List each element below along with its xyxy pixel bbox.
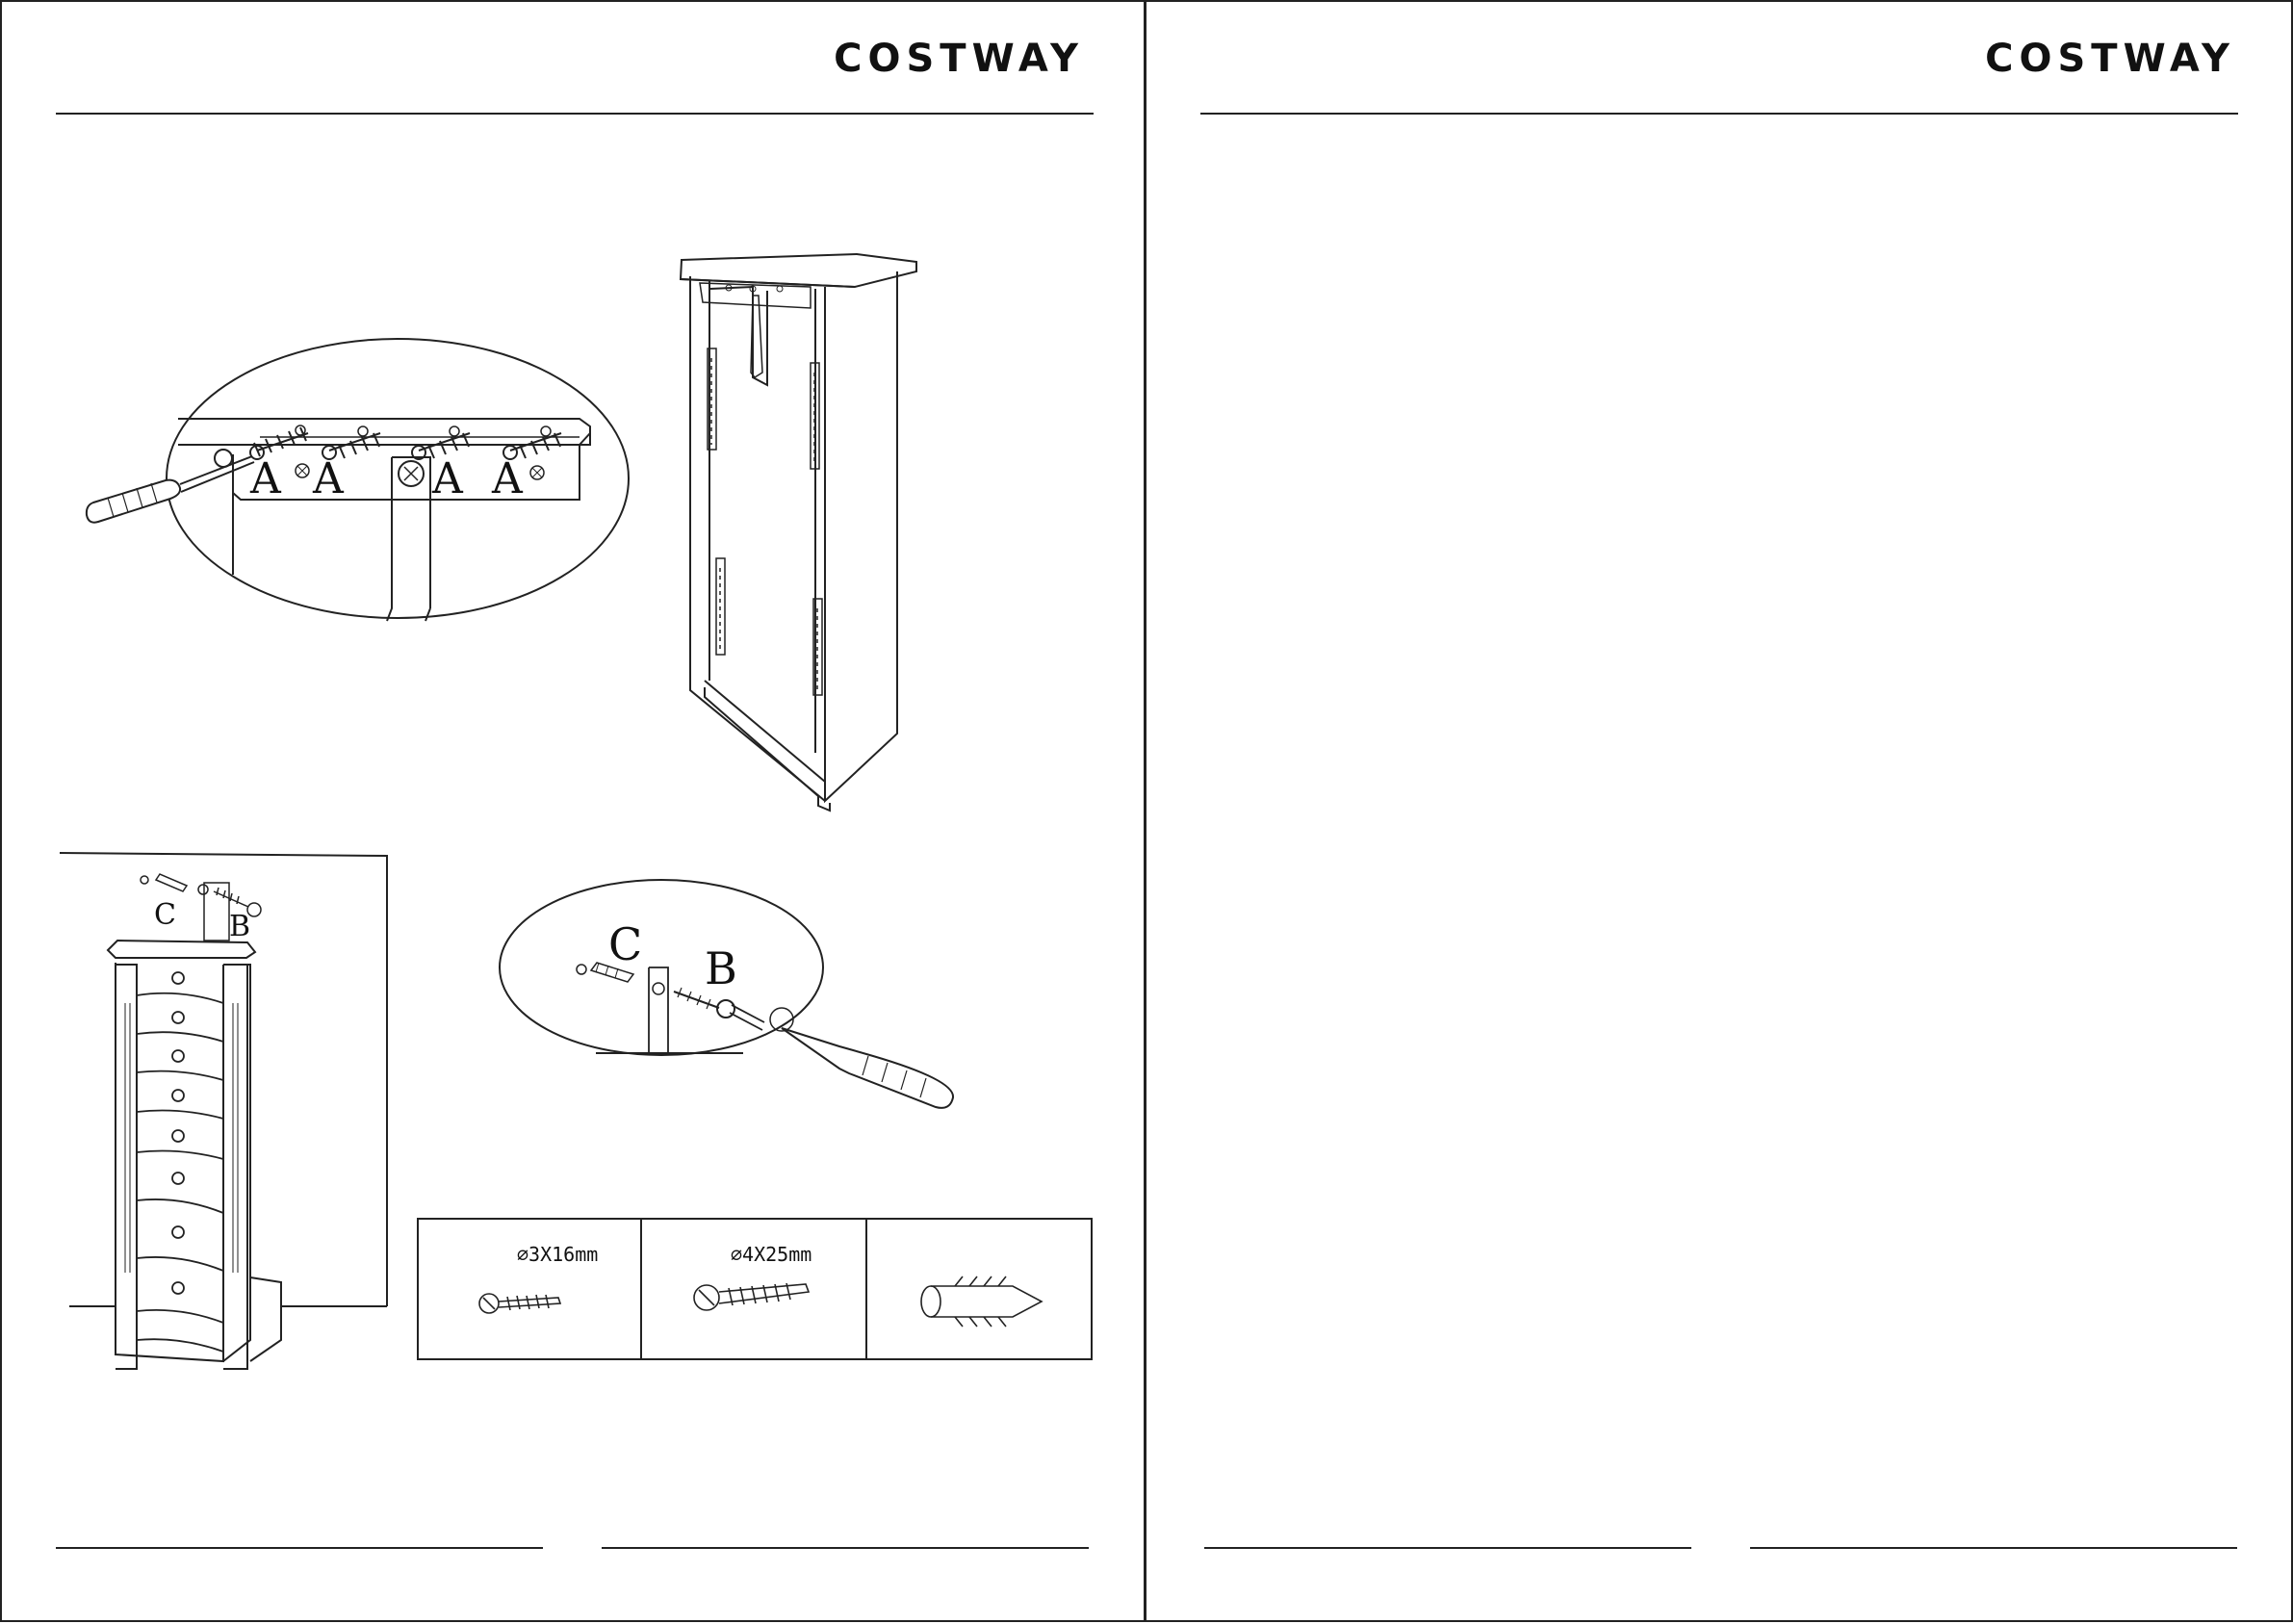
footer-rule-right — [602, 1547, 1089, 1549]
screwdriver — [782, 1028, 953, 1108]
detail-label-b: B — [705, 942, 737, 994]
hinge-label-2: A — [313, 454, 344, 503]
footer-rule-right — [1750, 1547, 2237, 1549]
left-column — [116, 965, 137, 1369]
strap — [649, 967, 668, 1053]
cabinet-back-view — [681, 254, 916, 811]
wall-label-c: C — [154, 898, 176, 932]
hinge-plate — [260, 425, 580, 437]
detail-ellipse — [167, 339, 629, 618]
drawers — [137, 972, 223, 1352]
hinge-label-4: A — [492, 454, 523, 503]
wall-view — [60, 853, 387, 1369]
right-column — [223, 965, 247, 1369]
assembly-illustrations — [2, 2, 1147, 1624]
footer-rule-left — [56, 1547, 543, 1549]
cabinet-right-panel — [825, 271, 897, 801]
part-spec-1: ∅3X16mm — [517, 1243, 599, 1266]
top-board — [178, 419, 590, 445]
screw-icon — [479, 1294, 560, 1313]
part-spec-2: ∅4X25mm — [731, 1243, 812, 1266]
left-page — [0, 0, 1146, 1622]
hinge-detail-view — [87, 339, 629, 621]
hinge-label-1: A — [250, 454, 281, 503]
cabinet-hinges — [708, 348, 822, 695]
header-rule — [1200, 113, 2238, 115]
cabinet-top — [681, 254, 916, 287]
strap — [387, 457, 430, 621]
hinge-label-3: A — [432, 454, 463, 503]
screw-head — [717, 1000, 734, 1018]
wall-anchor-icon — [921, 1276, 1042, 1327]
detail-label-c: C — [608, 918, 643, 970]
screwdriver — [87, 450, 254, 523]
footer-rule-left — [1204, 1547, 1691, 1549]
brand-logo: COSTWAY — [834, 37, 1084, 81]
right-page — [1145, 0, 2293, 1622]
brand-logo: COSTWAY — [1985, 37, 2235, 81]
wall-label-b: B — [229, 910, 251, 943]
screw-icon — [694, 1283, 809, 1310]
